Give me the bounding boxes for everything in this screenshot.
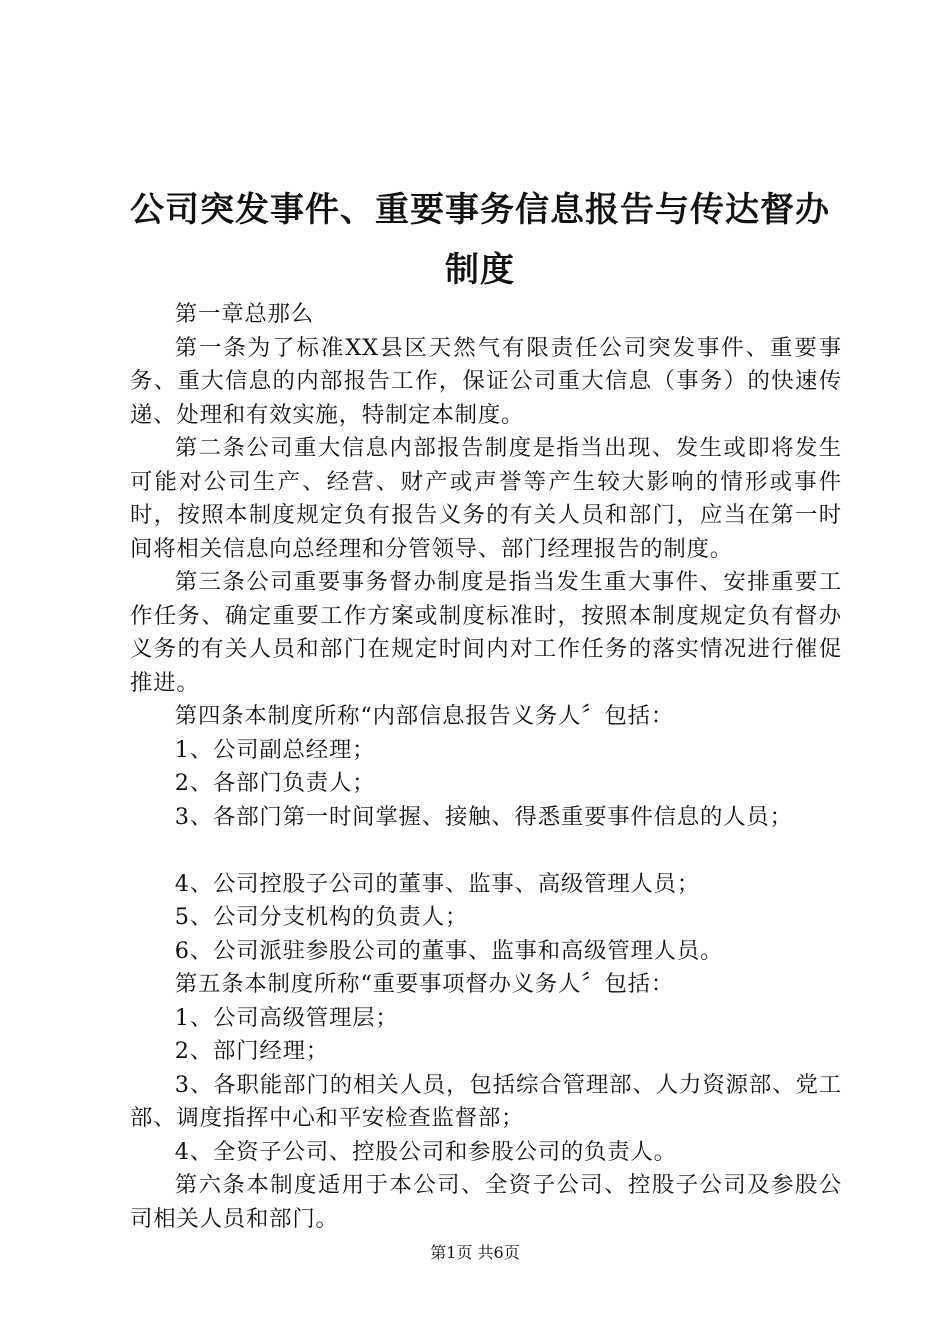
document-title-line-2: 制度 bbox=[445, 250, 515, 290]
list-item: 4、全资子公司、控股公司和参股公司的负责人。 bbox=[174, 1138, 677, 1165]
article-1: 第一条为了标准XX县区天然气有限责任公司突发事件、重要事务、重大信息的内部报告工作，保证公司重大信息（事务）的快速传递、处理和有效实施，特制定本制度。 bbox=[130, 334, 842, 428]
list-item: 3、各部门第一时间掌握、接触、得悉重要事件信息的人员； bbox=[174, 803, 793, 830]
document-body bbox=[130, 298, 842, 1236]
article-3: 第三条公司重要事务督办制度是指当发生重大事件、安排重要工作任务、确定重要工作方案或制度标准时，按照本制度规定负有督办义务的有关人员和部门在规定时间内对工作任务的落实情况进行催促推进。 bbox=[130, 569, 842, 696]
page-number-footer: 第1页 共6页 bbox=[430, 1243, 520, 1262]
article-6: 第六条本制度适用于本公司、全资子公司、控股子公司及参股公司相关人员和部门。 bbox=[130, 1172, 842, 1232]
document-title-line-1: 公司突发事件、重要事务信息报告与传达督办 bbox=[130, 190, 830, 230]
list-item: 5、公司分支机构的负责人； bbox=[174, 904, 469, 930]
list-item: 2、各部门负责人； bbox=[174, 770, 376, 796]
list-item: 3、各职能部门的相关人员，包括综合管理部、人力资源部、党工部、调度指挥中心和平安检查监督部； bbox=[130, 1071, 842, 1131]
list-item: 1、公司高级管理层； bbox=[174, 1004, 399, 1031]
list-item: 1、公司副总经理； bbox=[174, 736, 376, 763]
blank-line bbox=[130, 834, 842, 868]
chapter-heading: 第一章总那么 bbox=[174, 301, 314, 327]
article-5: 第五条本制度所称“重要事项督办义务人〞包括： bbox=[174, 971, 675, 997]
list-item: 6、公司派驻参股公司的董事、监事和高级管理人员。 bbox=[174, 937, 724, 964]
article-4: 第四条本制度所称“内部信息报告义务人〞包括： bbox=[174, 703, 675, 729]
article-2: 第二条公司重大信息内部报告制度是指当出现、发生或即将发生可能对公司生产、经营、财产或声誉等产生较大影响的情形或事件时，按照本制度规定负有报告义务的有关人员和部门，应当在第一时间将相关信息向总经理和分管领导、部门经理报告的制度。 bbox=[130, 435, 842, 562]
list-item: 4、公司控股子公司的董事、监事、高级管理人员； bbox=[174, 870, 701, 897]
list-item: 2、部门经理； bbox=[174, 1038, 329, 1064]
